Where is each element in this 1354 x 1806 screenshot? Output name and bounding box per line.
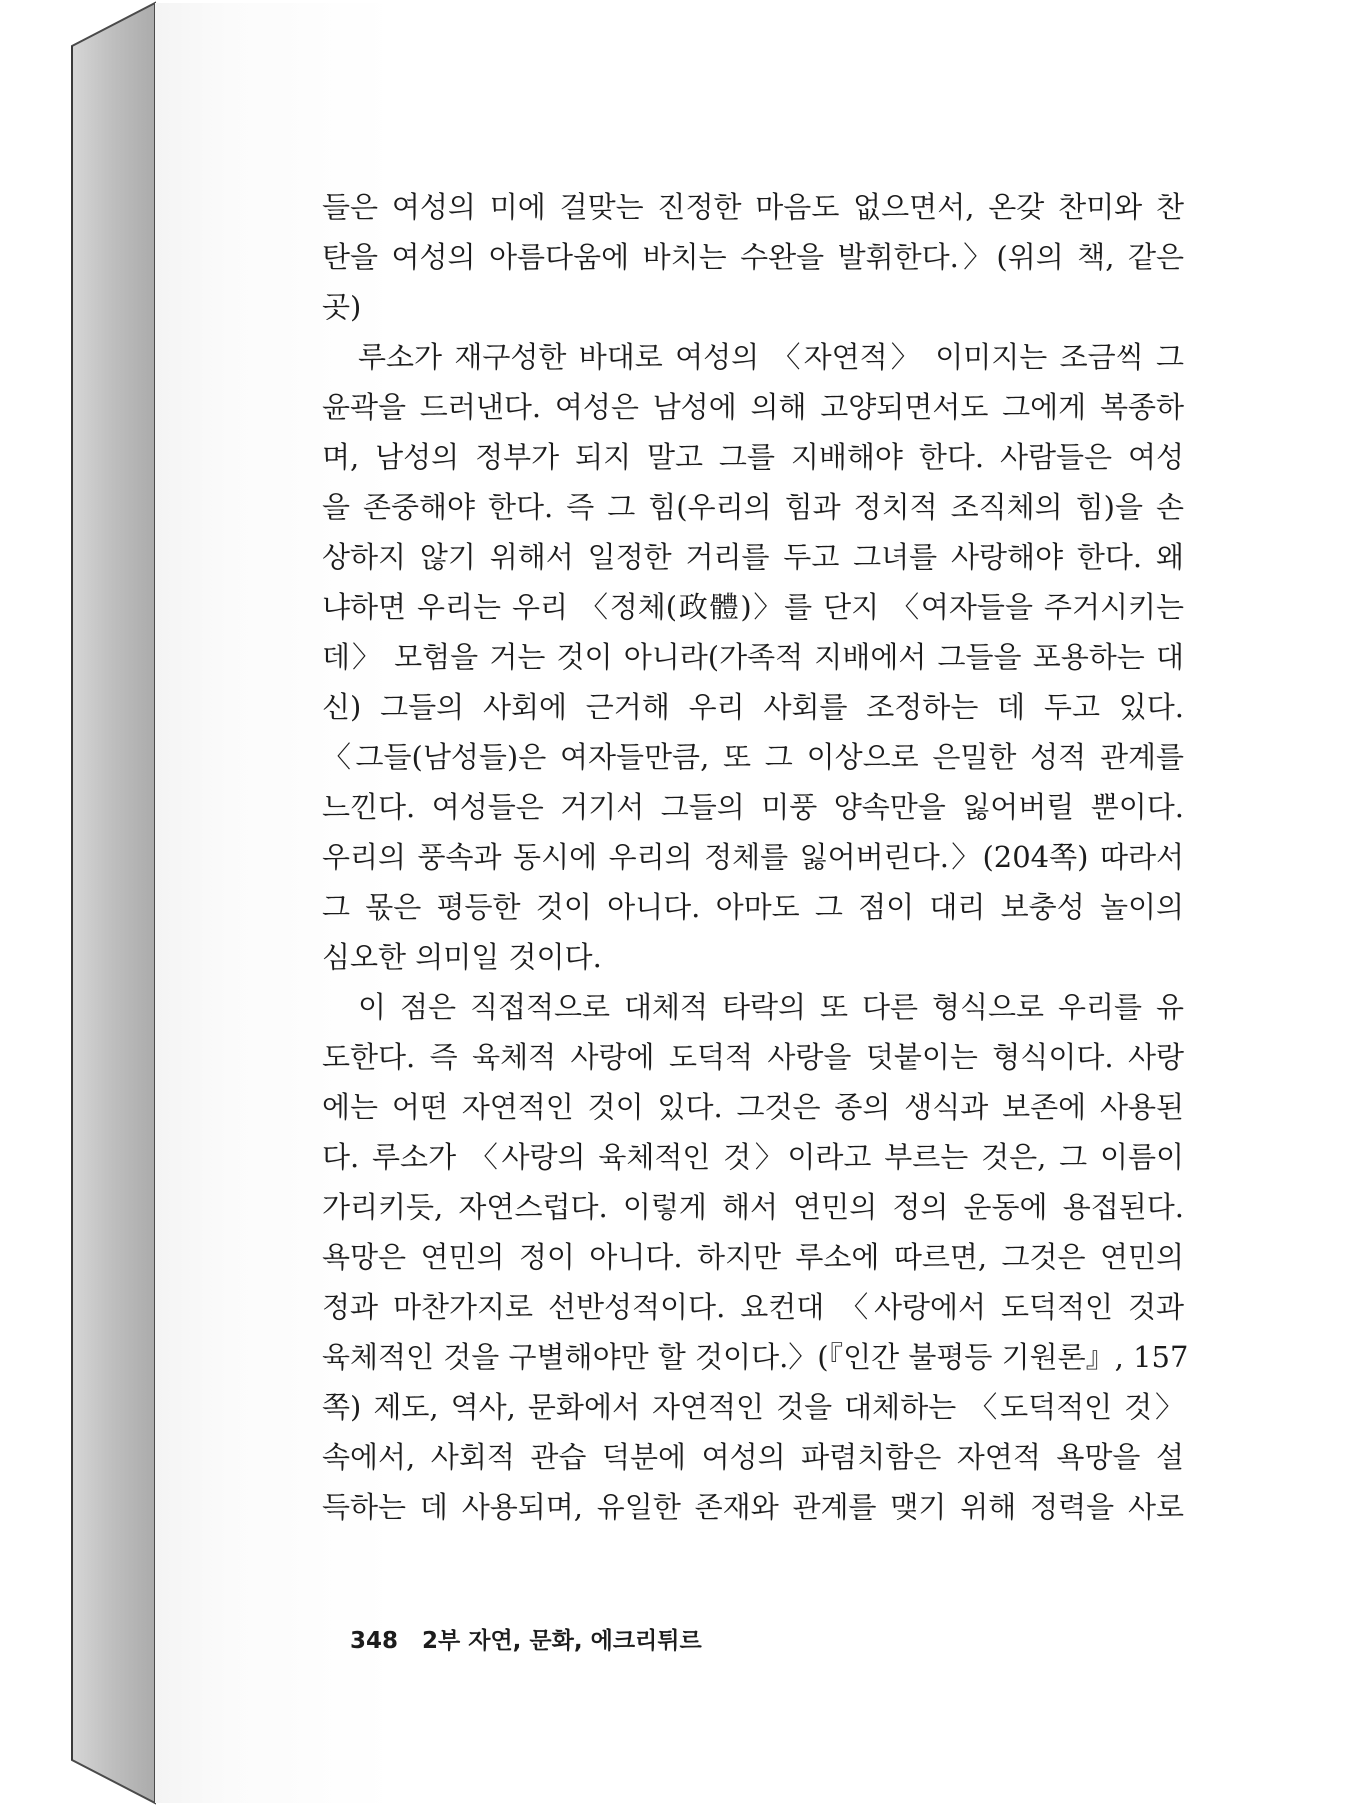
text-line: 곳)	[322, 290, 362, 324]
text-line: 이 점은 직접적으로 대체적 타락의 또 다른 형식으로 우리를 유	[358, 990, 1184, 1024]
text-line: 상하지 않기 위해서 일정한 거리를 두고 그녀를 사랑해야 한다. 왜	[322, 540, 1184, 574]
book-spine	[72, 3, 155, 1803]
text-line: 들은 여성의 미에 걸맞는 진정한 마음도 없으면서, 온갖 찬미와 찬	[322, 190, 1184, 224]
text-line: 속에서, 사회적 관습 덕분에 여성의 파렴치함은 자연적 욕망을 설	[322, 1440, 1184, 1474]
text-line: 며, 남성의 정부가 되지 말고 그를 지배해야 한다. 사람들은 여성	[322, 440, 1184, 474]
text-line: 루소가 재구성한 바대로 여성의 〈자연적〉 이미지는 조금씩 그	[358, 340, 1184, 374]
text-line: 그 몫은 평등한 것이 아니다. 아마도 그 점이 대리 보충성 놀이의	[322, 890, 1184, 924]
body-text	[322, 182, 1189, 1532]
text-line: 신) 그들의 사회에 근거해 우리 사회를 조정하는 데 두고 있다.	[322, 690, 1184, 724]
text-line: 에는 어떤 자연적인 것이 있다. 그것은 종의 생식과 보존에 사용된	[322, 1090, 1184, 1124]
text-line: 을 존중해야 한다. 즉 그 힘(우리의 힘과 정치적 조직체의 힘)을 손	[322, 490, 1184, 524]
text-line: 도한다. 즉 육체적 사랑에 도덕적 사랑을 덧붙이는 형식이다. 사랑	[322, 1040, 1184, 1074]
text-line: 정과 마찬가지로 선반성적이다. 요컨대 〈사랑에서 도덕적인 것과	[322, 1290, 1184, 1324]
text-line: 우리의 풍속과 동시에 우리의 정체를 잃어버린다.〉(204쪽) 따라서	[322, 840, 1184, 874]
text-line: 욕망은 연민의 정이 아니다. 하지만 루소에 따르면, 그것은 연민의	[322, 1240, 1184, 1274]
text-line: 심오한 의미일 것이다.	[322, 940, 602, 974]
running-footer	[350, 1622, 702, 1655]
text-line: 육체적인 것을 구별해야만 할 것이다.〉(『인간 불평등 기원론』, 157	[322, 1340, 1189, 1374]
running-title: 2부 자연, 문화, 에크리튀르	[422, 1628, 702, 1654]
text-line: 느낀다. 여성들은 거기서 그들의 미풍 양속만을 잃어버릴 뿐이다.	[322, 790, 1184, 824]
text-line: 〈그들(남성들)은 여자들만큼, 또 그 이상으로 은밀한 성적 관계를	[322, 740, 1184, 774]
text-line: 데〉 모험을 거는 것이 아니라(가족적 지배에서 그들을 포용하는 대	[322, 640, 1184, 674]
page-number: 348	[350, 1628, 399, 1654]
text-line: 다. 루소가 〈사랑의 육체적인 것〉이라고 부르는 것은, 그 이름이	[322, 1140, 1184, 1174]
text-line: 득하는 데 사용되며, 유일한 존재와 관계를 맺기 위해 정력을 사로	[322, 1490, 1184, 1524]
text-line: 탄을 여성의 아름다움에 바치는 수완을 발휘한다.〉(위의 책, 같은	[322, 240, 1184, 274]
text-line: 윤곽을 드러낸다. 여성은 남성에 의해 고양되면서도 그에게 복종하	[322, 390, 1184, 424]
text-line: 냐하면 우리는 우리 〈정체(政體)〉를 단지 〈여자들을 주거시키는	[322, 590, 1184, 624]
text-line: 쪽) 제도, 역사, 문화에서 자연적인 것을 대체하는 〈도덕적인 것〉	[322, 1390, 1184, 1424]
text-line: 가리키듯, 자연스럽다. 이렇게 해서 연민의 정의 운동에 용접된다.	[322, 1190, 1184, 1224]
